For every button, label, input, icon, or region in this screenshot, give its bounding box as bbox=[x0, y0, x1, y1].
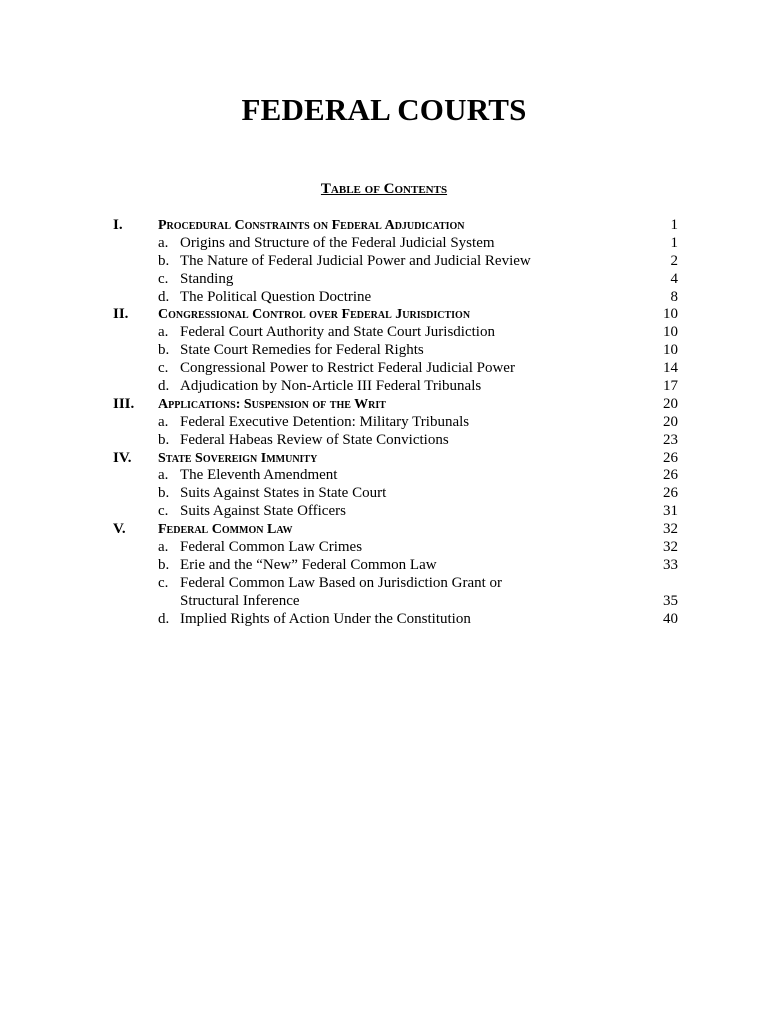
section-title: Procedural Constraints on Federal Adjudication bbox=[158, 218, 465, 233]
subsection-letter: a. bbox=[158, 324, 169, 341]
page-number: 26 bbox=[663, 485, 678, 502]
page-number: 26 bbox=[663, 449, 678, 466]
toc-subsection-row bbox=[113, 342, 678, 360]
toc-subsection-row bbox=[113, 432, 678, 450]
subsection-letter: c. bbox=[158, 360, 169, 377]
subsection-title: The Eleventh Amendment bbox=[180, 467, 338, 484]
toc-subsection-row bbox=[113, 271, 678, 289]
toc-section-row bbox=[113, 306, 678, 324]
section-number: II. bbox=[113, 306, 129, 323]
page-number: 23 bbox=[663, 431, 678, 448]
toc-subsection-row bbox=[113, 289, 678, 307]
subsection-letter: b. bbox=[158, 485, 170, 502]
page-number: 10 bbox=[663, 342, 678, 359]
toc-section-row bbox=[113, 521, 678, 539]
subsection-title: Standing bbox=[180, 270, 234, 287]
subsection-title: Federal Common Law Crimes bbox=[180, 539, 363, 556]
page-number: 31 bbox=[663, 503, 678, 520]
subsection-letter: c. bbox=[158, 270, 169, 287]
subsection-title: Adjudication by Non-Article III Federal Tribunals bbox=[180, 378, 482, 395]
subsection-title: The Political Question Doctrine bbox=[180, 288, 372, 305]
subsection-title: Suits Against State Officers bbox=[180, 503, 346, 520]
section-number: IV. bbox=[113, 449, 132, 466]
toc-subsection-row bbox=[113, 557, 678, 575]
page-number: 40 bbox=[663, 610, 678, 627]
section-title: State Sovereign Immunity bbox=[158, 450, 318, 466]
section-number: III. bbox=[113, 395, 135, 412]
subsection-letter: b. bbox=[158, 252, 170, 269]
subsection-letter: d. bbox=[158, 378, 170, 395]
toc-subsection-row bbox=[113, 575, 678, 611]
page-number: 32 bbox=[663, 539, 678, 556]
page-number: 33 bbox=[663, 556, 678, 573]
toc-section-row bbox=[113, 396, 678, 414]
subsection-title: State Court Remedies for Federal Rights bbox=[180, 342, 424, 359]
toc-section-row bbox=[113, 217, 678, 235]
page-number: 2 bbox=[670, 252, 678, 269]
subsection-letter: d. bbox=[158, 288, 170, 305]
page-number: 8 bbox=[670, 288, 678, 305]
page-number: 32 bbox=[663, 521, 678, 538]
page-number: 20 bbox=[663, 395, 678, 412]
subsection-letter: b. bbox=[158, 556, 170, 573]
page-number: 17 bbox=[663, 378, 678, 394]
page-number: 10 bbox=[663, 324, 678, 341]
subsection-title: Federal Habeas Review of State Convictions bbox=[180, 431, 449, 448]
subsection-title: Federal Court Authority and State Court Jurisdiction bbox=[180, 324, 495, 341]
toc-section-row bbox=[113, 450, 678, 468]
toc-subsection-row bbox=[113, 414, 678, 432]
toc-subsection-row bbox=[113, 611, 678, 629]
subsection-letter: b. bbox=[158, 431, 170, 448]
section-title: Applications: Suspension of the Writ bbox=[158, 396, 386, 412]
page-number: 26 bbox=[663, 467, 678, 484]
subsection-title: Federal Executive Detention: Military Tribunals bbox=[180, 413, 470, 430]
toc-subsection-row bbox=[113, 503, 678, 521]
subsection-title: Suits Against States in State Court bbox=[180, 485, 387, 502]
subsection-title: Implied Rights of Action Under the Constitution bbox=[180, 610, 471, 627]
subsection-letter: a. bbox=[158, 234, 169, 251]
toc-subsection-row bbox=[113, 235, 678, 253]
toc-subsection-row bbox=[113, 467, 678, 485]
toc-heading: Table of Contents bbox=[320, 181, 448, 197]
section-title: Congressional Control over Federal Jurisdiction bbox=[158, 307, 471, 323]
subsection-letter: c. bbox=[158, 503, 169, 520]
subsection-letter: b. bbox=[158, 342, 170, 359]
page-number: 1 bbox=[670, 234, 678, 251]
toc-subsection-row bbox=[113, 378, 678, 396]
page-number: 4 bbox=[670, 270, 678, 287]
toc-subsection-row bbox=[113, 253, 678, 271]
subsection-title: Federal Common Law Based on Jurisdiction Grant or Structural Inference bbox=[180, 574, 503, 609]
subsection-title: Congressional Power to Restrict Federal Judicial Power bbox=[180, 360, 515, 377]
page-number: 1 bbox=[670, 216, 678, 233]
page-number: 35 bbox=[663, 592, 678, 609]
section-number: V. bbox=[113, 521, 126, 538]
toc-subsection-row bbox=[113, 539, 678, 557]
toc-subsection-row bbox=[113, 324, 678, 342]
subsection-letter: c. bbox=[158, 574, 169, 591]
toc-subsection-row bbox=[113, 360, 678, 378]
document-title: FEDERAL COURTS bbox=[241, 92, 527, 127]
section-number: I. bbox=[113, 217, 123, 233]
toc-subsection-row bbox=[113, 485, 678, 503]
table-of-contents bbox=[113, 217, 678, 629]
subsection-letter: a. bbox=[158, 539, 169, 556]
subsection-title: Erie and the “New” Federal Common Law bbox=[180, 556, 437, 573]
page-number: 14 bbox=[663, 360, 678, 377]
page-number: 10 bbox=[663, 306, 678, 323]
subsection-title: Origins and Structure of the Federal Judicial System bbox=[180, 234, 495, 251]
subsection-letter: a. bbox=[158, 413, 169, 430]
section-title: Federal Common Law bbox=[158, 522, 293, 538]
subsection-title: The Nature of Federal Judicial Power and Judicial Review bbox=[180, 252, 531, 269]
subsection-letter: a. bbox=[158, 467, 169, 484]
subsection-letter: d. bbox=[158, 610, 170, 627]
page-number: 20 bbox=[663, 413, 678, 430]
